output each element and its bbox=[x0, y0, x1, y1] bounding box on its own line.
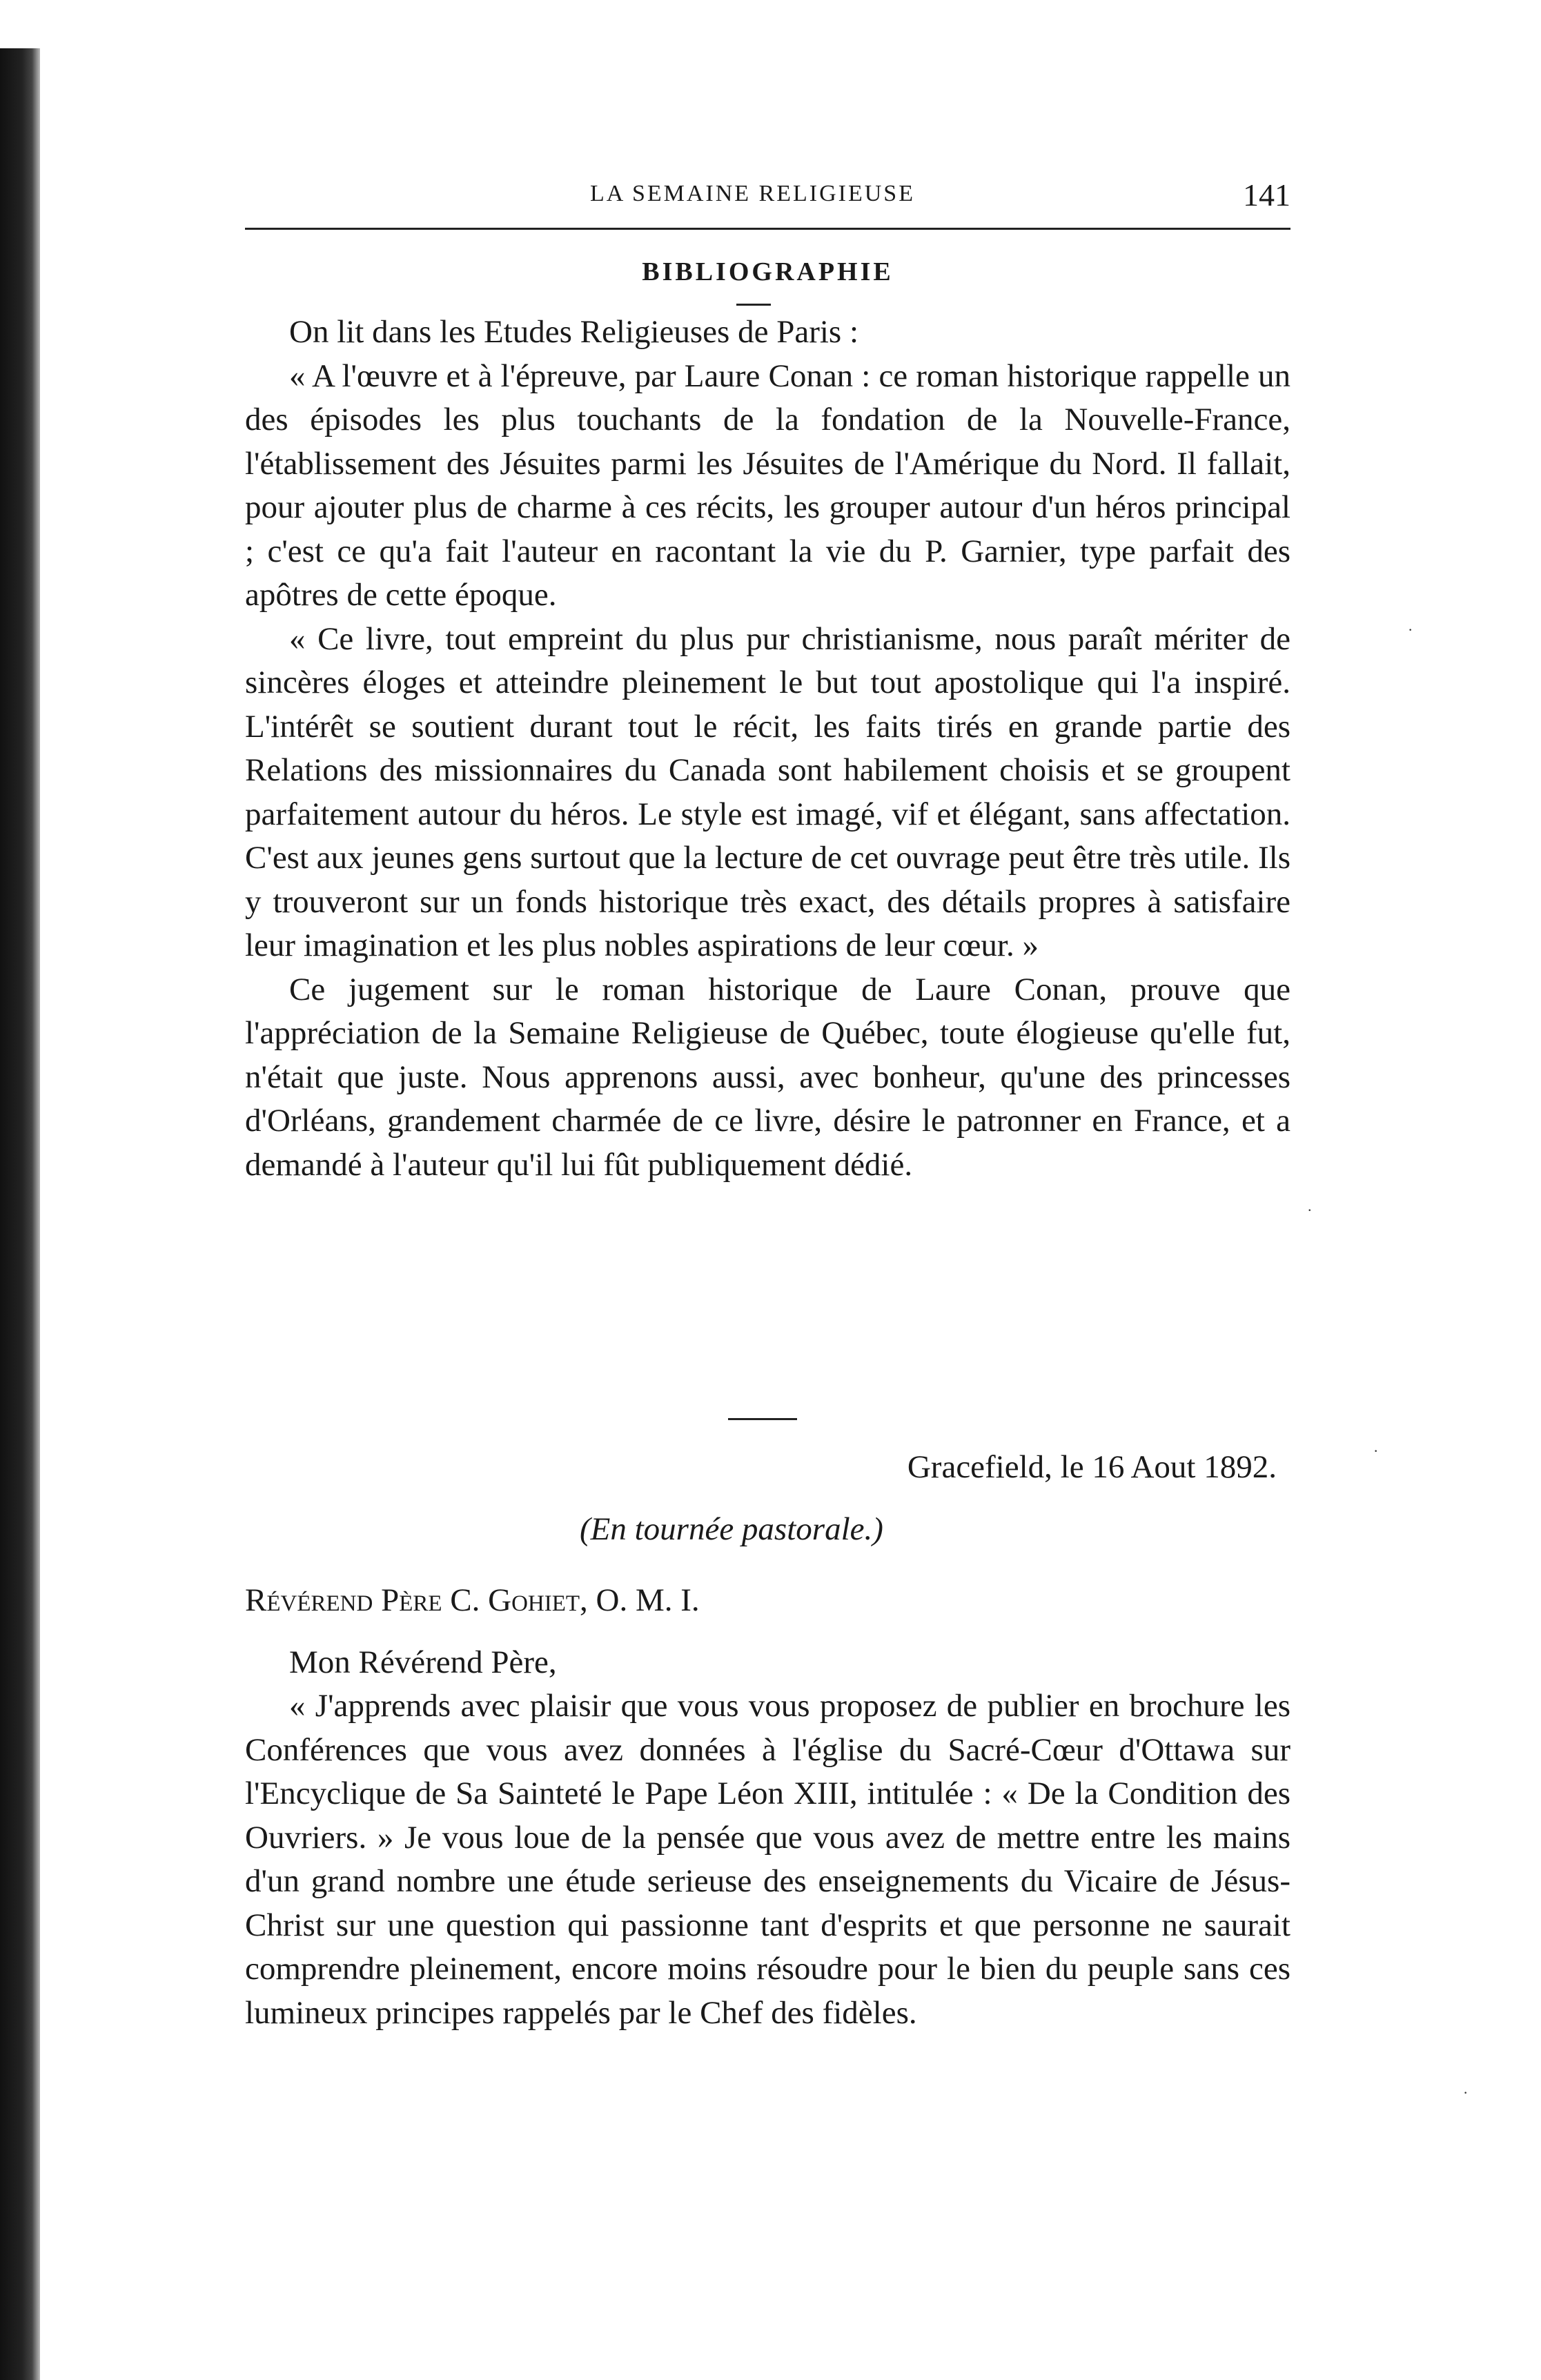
running-title: LA SEMAINE RELIGIEUSE bbox=[590, 181, 915, 206]
letter-section bbox=[245, 1446, 1290, 2035]
title-rule bbox=[736, 304, 771, 306]
page-number: 141 bbox=[1243, 177, 1290, 213]
paragraph: Ce jugement sur le roman historique de Laure Conan, prouve que l'appréciation de la Semaine Religieuse de Québec, toute élogieuse qu'elle fut, n'était que juste. Nous apprenons aussi, avec bonheur, qu'une des princesses d'Orléans, grandement charmée de ce livre, désire le patronner en France, et a demandé à l'auteur qu'il lui fût publiquement dédié. bbox=[245, 971, 1290, 1183]
letter-salutation: Mon Révérend Père, bbox=[289, 1644, 557, 1680]
scan-speck: · bbox=[1408, 621, 1413, 638]
header-rule bbox=[245, 228, 1290, 230]
scan-speck: · bbox=[1373, 1442, 1379, 1459]
paragraph: « A l'œuvre et à l'épreuve, par Laure Conan : ce roman historique rappelle un des épisodes les plus touchants de la fondation de la Nouvelle-France, l'établissement des Jésuites parmi les Jésuites de l'Amérique du Nord. Il fallait, pour ajouter plus de charme à ces récits, les grouper autour d'un héros principal ; c'est ce qu'a fait l'auteur en racontant la vie du P. Garnier, type parfait des apôtres de cette époque. bbox=[245, 357, 1290, 613]
scan-speck: . bbox=[1308, 1197, 1312, 1214]
running-head bbox=[245, 177, 1290, 222]
document-page bbox=[245, 0, 1290, 2380]
bibliography-section bbox=[245, 311, 1290, 1187]
paragraph: « Ce livre, tout empreint du plus pur christianisme, nous paraît mériter de sincères éloges et atteindre pleinement le but tout apostolique qui l'a inspiré. L'intérêt se soutient durant tout le récit, les faits tirés en grande partie des Relations des missionnaires du Canada sont habilement choisis et se groupent parfaitement autour du héros. Le style est imagé, vif et élégant, sans affectation. C'est aux jeunes gens surtout que la lecture de cet ouvrage peut être très utile. Ils y trouveront sur un fonds historique très exact, des détails propres à satisfaire leur imagination et les plus nobles aspirations de leur cœur. » bbox=[245, 620, 1290, 963]
paragraph: On lit dans les Etudes Religieuses de Paris : bbox=[289, 314, 859, 350]
section-divider bbox=[728, 1418, 797, 1420]
letter-addressee: Révérend Père C. Gohiet, O. M. I. bbox=[245, 1582, 700, 1618]
page-binding-edge bbox=[0, 48, 40, 2380]
section-title: BIBLIOGRAPHIE bbox=[642, 257, 894, 286]
letter-note: (En tournée pastorale.) bbox=[580, 1511, 883, 1547]
scan-speck: · bbox=[1463, 2084, 1469, 2101]
letter-place-date: Gracefield, le 16 Aout 1892. bbox=[907, 1449, 1277, 1485]
letter-body: « J'apprends avec plaisir que vous vous proposez de publier en brochure les Conférences que vous avez données à l'église du Sacré-Cœur d'Ottawa sur l'Encyclique de Sa Sainteté le Pape Léon XIII, intitulée : « De la Condition des Ouvriers. » Je vous loue de la pensée que vous avez de mettre entre les mains d'un grand nombre une étude serieuse des enseignements du Vicaire de Jésus-Christ sur une question qui passionne tant d'esprits et que personne ne saurait comprendre pleinement, encore moins résoudre pour le bien du peuple sans ces lumineux principes rappelés par le Chef des fidèles. bbox=[245, 1688, 1290, 2031]
